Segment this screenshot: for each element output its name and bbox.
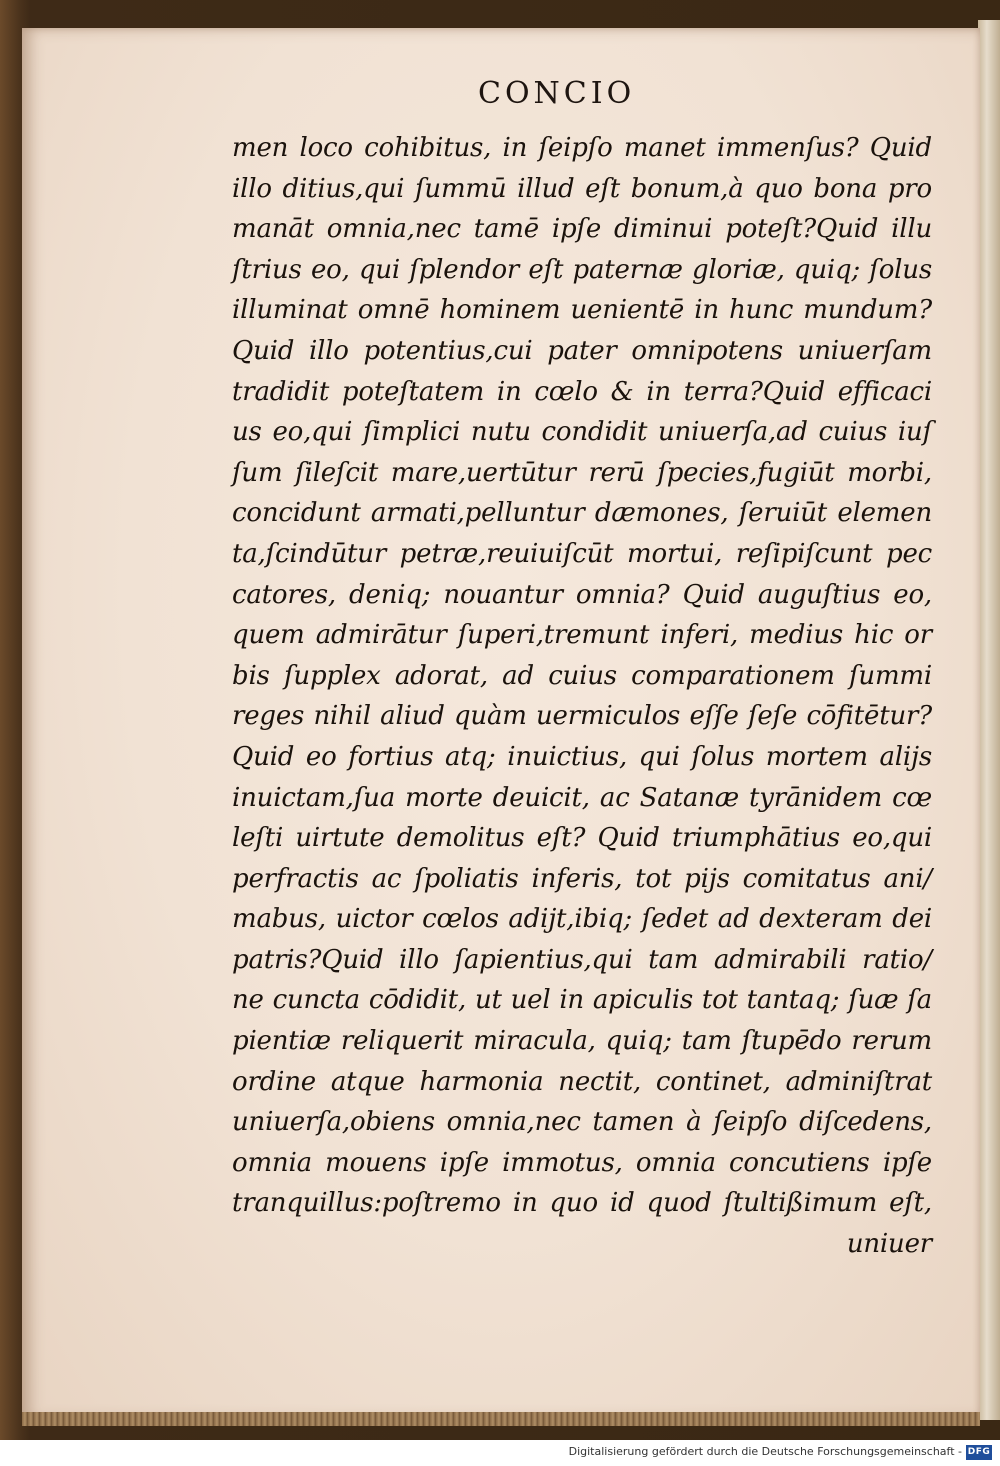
- text-line: pientiæ reliquerit miracula, quiq; tam ſtupēdo rerum: [232, 1026, 932, 1057]
- text-line: Quid eo fortius atq; inuictius, qui ſolus mortem alijs: [232, 741, 932, 772]
- text-line: omnia mouens ipſe immotus, omnia concutiens ipſe: [232, 1147, 932, 1178]
- text-line: patris?Quid illo ſapientius,qui tam admirabili ratio/: [232, 944, 932, 975]
- text-line: bis ſupplex adorat, ad cuius comparationem ſummi: [232, 660, 932, 691]
- text-line: concidunt armati,pelluntur dæmones, ſeruiūt elemen: [232, 498, 932, 529]
- page-stack-edge: [978, 20, 1000, 1420]
- text-line: catores, deniq; nouantur omnia? Quid auguſtius eo,: [232, 579, 932, 610]
- text-line: Quid illo potentius,cui pater omnipotens uniuerſam: [232, 335, 932, 366]
- text-line: quem admirātur ſuperi,tremunt inferi, medius hic or: [232, 620, 932, 651]
- text-line: ſum ſileſcit mare,uertūtur rerū ſpecies,fugiūt morbi,: [232, 457, 932, 488]
- footer-credit: Digitalisierung gefördert durch die Deutsche Forschungsgemeinschaft -: [568, 1445, 962, 1458]
- text-line: illo ditius,qui ſummū illud eſt bonum,à quo bona pro: [232, 173, 932, 204]
- text-line: perfractis ac ſpoliatis inferis, tot pijs comitatus ani/: [232, 863, 932, 894]
- text-line: reges nihil aliud quàm uermiculos eſſe ſeſe cōfitētur?: [232, 701, 932, 732]
- footer-bar: [0, 1440, 1000, 1466]
- text-line: men loco cohibitus, in ſeipſo manet immenſus? Quid: [232, 133, 932, 163]
- dfg-logo-icon[interactable]: DFG: [966, 1445, 992, 1460]
- text-line: manāt omnia,nec tamē ipſe diminui poteſt?Quid illu: [232, 214, 932, 245]
- text-line: leſti uirtute demolitus eſt? Quid triumphātius eo,qui: [232, 823, 932, 854]
- text-line: illuminat omnē hominem uenientē in hunc mundum?: [232, 295, 932, 326]
- text-line: inuictam,ſua morte deuicit, ac Satanæ tyrānidem cœ: [232, 782, 932, 813]
- text-line: uniuerſa,obiens omnia,nec tamen à ſeipſo diſcedens,: [232, 1107, 932, 1138]
- running-head: CONCIO: [478, 76, 636, 111]
- text-line: us eo,qui ſimplici nutu condidit uniuerſa,ad cuius iuſ: [232, 417, 932, 448]
- text-line: ta,ſcindūtur petræ,reuiuiſcūt mortui, reſipiſcunt pec: [232, 538, 932, 569]
- text-line: ordine atque harmonia nectit, continet, adminiſtrat: [232, 1066, 932, 1097]
- text-line: ne cuncta cōdidit, ut uel in apiculis tot tantaq; ſuæ ſa: [232, 985, 932, 1016]
- text-line: ſtrius eo, qui ſplendor eſt paternæ gloriæ, quiq; ſolus: [232, 254, 932, 285]
- text-line: mabus, uictor cœlos adijt,ibiq; ſedet ad dexteram dei: [232, 904, 932, 935]
- body-text: [232, 128, 932, 1265]
- text-line: tranquillus:poſtremo in quo id quod ſtultißimum eſt,: [232, 1188, 932, 1219]
- catchword: uniuer: [846, 1229, 932, 1260]
- page-bottom-edge: [22, 1412, 980, 1426]
- text-line: tradidit poteſtatem in cœlo & in terra?Quid efficaci: [232, 376, 932, 407]
